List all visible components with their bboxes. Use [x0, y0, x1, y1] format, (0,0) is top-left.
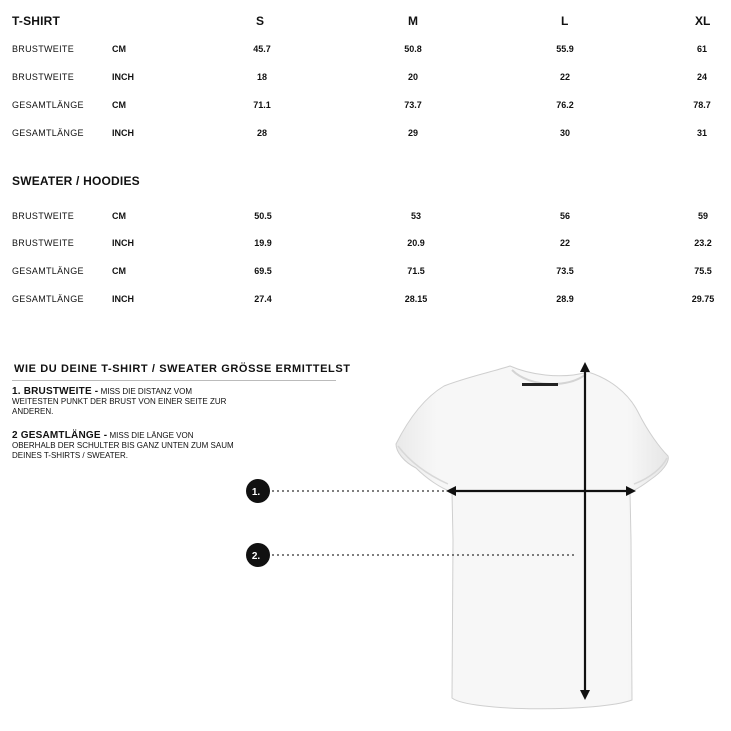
cell-value: 56: [559, 211, 570, 221]
row-unit: INCH: [112, 294, 134, 304]
cell-value: 50.8: [404, 44, 422, 54]
cell-value: 50.5: [254, 211, 272, 221]
cell-value: 23.2: [694, 238, 712, 248]
sweater-title: SWEATER / HOODIES: [12, 174, 140, 188]
cell-value: 59: [697, 211, 708, 221]
tshirt-title: T-SHIRT: [12, 14, 61, 28]
cell-value: 22: [559, 238, 570, 248]
cell-value: 78.7: [693, 100, 711, 110]
row-unit: CM: [112, 211, 126, 221]
cell-value: 29.75: [691, 294, 715, 304]
cell-value: 28.15: [404, 294, 428, 304]
cell-value: 73.7: [404, 100, 422, 110]
row-label: GESAMTLÄNGE: [12, 100, 84, 110]
instruction-chest-head: 1. BRUSTWEITE -: [12, 386, 99, 397]
cell-value: 27.4: [254, 294, 272, 304]
cell-value: 76.2: [556, 100, 574, 110]
cell-value: 28: [256, 128, 267, 138]
cell-value: 18: [256, 72, 267, 82]
row-unit: INCH: [112, 128, 134, 138]
row-unit: CM: [112, 44, 126, 54]
cell-value: 22: [559, 72, 570, 82]
tshirt-neck-label: [522, 383, 558, 386]
tshirt-illustration: [0, 340, 731, 731]
row-label: BRUSTWEITE: [12, 72, 75, 82]
cell-value: 73.5: [556, 266, 574, 276]
row-label: GESAMTLÄNGE: [12, 128, 84, 138]
cell-value: 75.5: [694, 266, 712, 276]
marker-1-label: 1.: [251, 487, 261, 498]
size-header-s: S: [256, 14, 265, 28]
cell-value: 29: [407, 128, 418, 138]
instruction-length-head: 2 GESAMTLÄNGE -: [12, 430, 108, 441]
instruction-chest-text: MISS DIE DISTANZ VOM WEITESTEN PUNKT DER BRUST VON EINER SEITE ZUR ANDEREN.: [12, 387, 227, 416]
row-unit: INCH: [112, 72, 134, 82]
instruction-length-text: MISS DIE LÄNGE VON OBERHALB DER SCHULTER BIS GANZ UNTEN ZUM SAUM DEINES T-SHIRTS / SWEATER.: [12, 431, 234, 460]
row-unit: CM: [112, 266, 126, 276]
cell-value: 45.7: [253, 44, 271, 54]
size-header-xl: XL: [695, 14, 711, 28]
cell-value: 20.9: [407, 238, 425, 248]
cell-value: 30: [559, 128, 570, 138]
cell-value: 71.5: [407, 266, 425, 276]
row-label: GESAMTLÄNGE: [12, 294, 84, 304]
cell-value: 55.9: [556, 44, 574, 54]
cell-value: 71.1: [253, 100, 271, 110]
row-label: BRUSTWEITE: [12, 211, 75, 221]
cell-value: 19.9: [254, 238, 272, 248]
cell-value: 28.9: [556, 294, 574, 304]
row-label: BRUSTWEITE: [12, 238, 75, 248]
row-unit: CM: [112, 100, 126, 110]
row-label: GESAMTLÄNGE: [12, 266, 84, 276]
cell-value: 24: [696, 72, 707, 82]
tshirt-body: [396, 366, 668, 709]
cell-value: 53: [410, 211, 421, 221]
length-arrow-top: [580, 362, 590, 372]
size-header-m: M: [408, 14, 418, 28]
cell-value: 31: [696, 128, 707, 138]
cell-value: 61: [696, 44, 707, 54]
cell-value: 69.5: [254, 266, 272, 276]
row-unit: INCH: [112, 238, 134, 248]
size-header-l: L: [561, 14, 569, 28]
guide-title: WIE DU DEINE T-SHIRT / SWEATER GRÖSSE ERMITTELST: [14, 363, 351, 375]
marker-2-label: 2.: [251, 551, 261, 562]
cell-value: 20: [407, 72, 418, 82]
row-label: BRUSTWEITE: [12, 44, 75, 54]
